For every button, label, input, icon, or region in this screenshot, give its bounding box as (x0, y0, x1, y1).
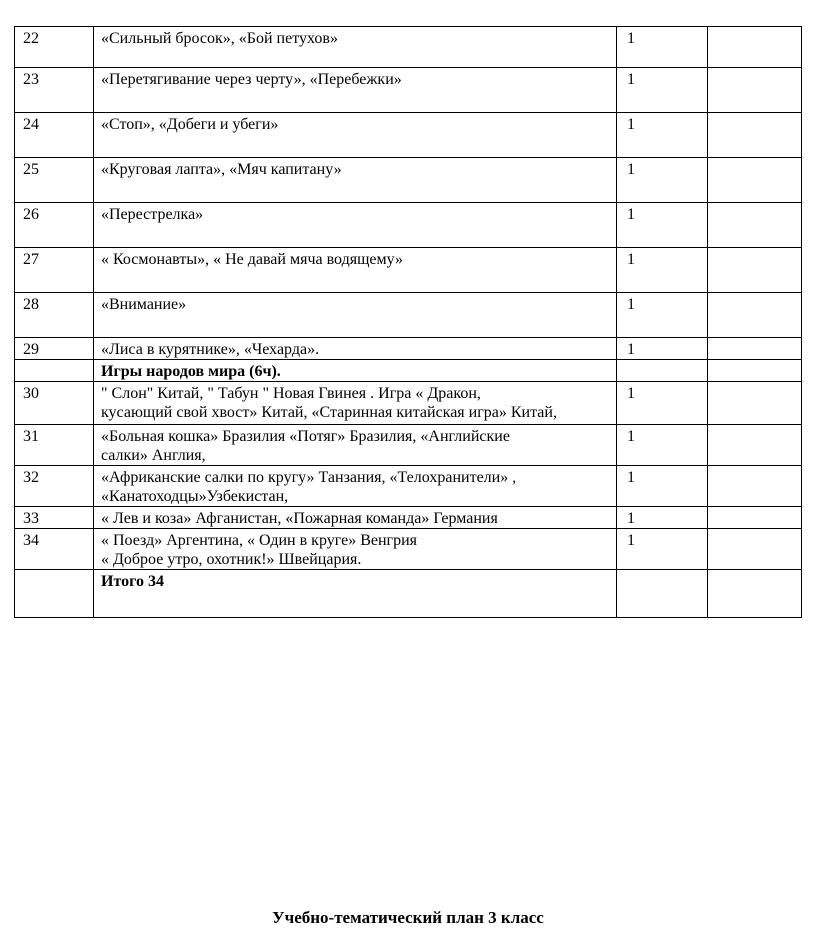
lesson-plan-table (14, 26, 802, 618)
lesson-topic-line: салки» Англия, (101, 447, 206, 464)
hours-cell: 1 (617, 68, 708, 113)
date-cell (708, 570, 802, 618)
lesson-topic-cell (94, 360, 617, 382)
table-row (15, 382, 802, 425)
table-row (15, 248, 802, 293)
date-cell (708, 158, 802, 203)
row-number-cell (15, 570, 94, 618)
table-row (15, 507, 802, 529)
lesson-topic-cell (94, 570, 617, 618)
hours-cell: 1 (617, 113, 708, 158)
date-cell (708, 27, 802, 68)
lesson-topic-line: « Лев и коза» Афганистан, «Пожарная команда» Германия (101, 510, 498, 527)
date-cell (708, 382, 802, 425)
lesson-topic-line: «Сильный бросок», «Бой петухов» (101, 30, 338, 47)
table-row (15, 338, 802, 360)
row-number-cell: 32 (15, 466, 94, 507)
hours-cell (617, 360, 708, 382)
table-row (15, 27, 802, 68)
table-row (15, 158, 802, 203)
row-number-cell: 30 (15, 382, 94, 425)
hours-cell: 1 (617, 203, 708, 248)
row-number-cell: 26 (15, 203, 94, 248)
lesson-topic-line: «Лиса в курятнике», «Чехарда». (101, 341, 320, 358)
hours-cell (617, 570, 708, 618)
table-row (15, 466, 802, 507)
hours-cell: 1 (617, 158, 708, 203)
lesson-topic-line: «Перестрелка» (101, 206, 204, 223)
date-cell (708, 425, 802, 466)
lesson-topic-line: Игры народов мира (6ч). (101, 363, 281, 380)
lesson-topic-line: «Перетягивание через черту», «Перебежки» (101, 71, 402, 88)
lesson-topic-cell (94, 203, 617, 248)
lesson-topic-line: «Круговая лапта», «Мяч капитану» (101, 161, 342, 178)
table-section-row (15, 570, 802, 618)
lesson-topic-cell (94, 425, 617, 466)
hours-cell: 1 (617, 248, 708, 293)
lesson-topic-line: «Внимание» (101, 296, 187, 313)
lesson-topic-line: «Больная кошка» Бразилия «Потяг» Бразилия, «Английские (101, 428, 510, 445)
hours-cell: 1 (617, 529, 708, 570)
hours-cell: 1 (617, 27, 708, 68)
lesson-topic-line: " Слон" Китай, " Табун " Новая Гвинея . Игра « Дракон, (101, 385, 481, 402)
lesson-topic-cell (94, 158, 617, 203)
date-cell (708, 248, 802, 293)
row-number-cell: 22 (15, 27, 94, 68)
row-number-cell: 23 (15, 68, 94, 113)
date-cell (708, 293, 802, 338)
row-number-cell: 29 (15, 338, 94, 360)
table-row (15, 113, 802, 158)
table-section-row (15, 360, 802, 382)
row-number-cell (15, 360, 94, 382)
lesson-topic-cell (94, 529, 617, 570)
lesson-topic-line: Итого 34 (101, 573, 164, 590)
section-title: Учебно-тематический план 3 класс (272, 908, 544, 927)
table-row (15, 425, 802, 466)
lesson-topic-line: « Космонавты», « Не давай мяча водящему» (101, 251, 404, 268)
lesson-topic-cell (94, 27, 617, 68)
date-cell (708, 113, 802, 158)
row-number-cell: 27 (15, 248, 94, 293)
lesson-topic-line: кусающий свой хвост» Китай, «Старинная китайская игра» Китай, (101, 404, 557, 421)
date-cell (708, 68, 802, 113)
hours-cell: 1 (617, 382, 708, 425)
lesson-topic-cell (94, 68, 617, 113)
date-cell (708, 203, 802, 248)
date-cell (708, 360, 802, 382)
row-number-cell: 33 (15, 507, 94, 529)
date-cell (708, 466, 802, 507)
lesson-topic-line: «Африканские салки по кругу» Танзания, «Телохранители» , (101, 469, 517, 486)
lesson-topic-cell (94, 382, 617, 425)
lesson-topic-cell (94, 466, 617, 507)
date-cell (708, 529, 802, 570)
lesson-plan-body (15, 27, 802, 618)
table-row (15, 68, 802, 113)
row-number-cell: 31 (15, 425, 94, 466)
lesson-topic-cell (94, 507, 617, 529)
lesson-topic-line: « Доброе утро, охотник!» Швейцария. (101, 551, 362, 568)
lesson-topic-cell (94, 248, 617, 293)
row-number-cell: 24 (15, 113, 94, 158)
lesson-topic-line: « Поезд» Аргентина, « Один в круге» Венгрия (101, 532, 418, 549)
table-row (15, 203, 802, 248)
date-cell (708, 507, 802, 529)
lesson-topic-line: «Стоп», «Добеги и убеги» (101, 116, 279, 133)
hours-cell: 1 (617, 293, 708, 338)
lesson-topic-cell (94, 338, 617, 360)
table-row (15, 293, 802, 338)
date-cell (708, 338, 802, 360)
hours-cell: 1 (617, 466, 708, 507)
hours-cell: 1 (617, 507, 708, 529)
row-number-cell: 28 (15, 293, 94, 338)
lesson-topic-cell (94, 293, 617, 338)
row-number-cell: 34 (15, 529, 94, 570)
lesson-topic-line: «Канатоходцы»Узбекистан, (101, 488, 289, 505)
table-row (15, 529, 802, 570)
row-number-cell: 25 (15, 158, 94, 203)
hours-cell: 1 (617, 425, 708, 466)
lesson-topic-cell (94, 113, 617, 158)
hours-cell: 1 (617, 338, 708, 360)
